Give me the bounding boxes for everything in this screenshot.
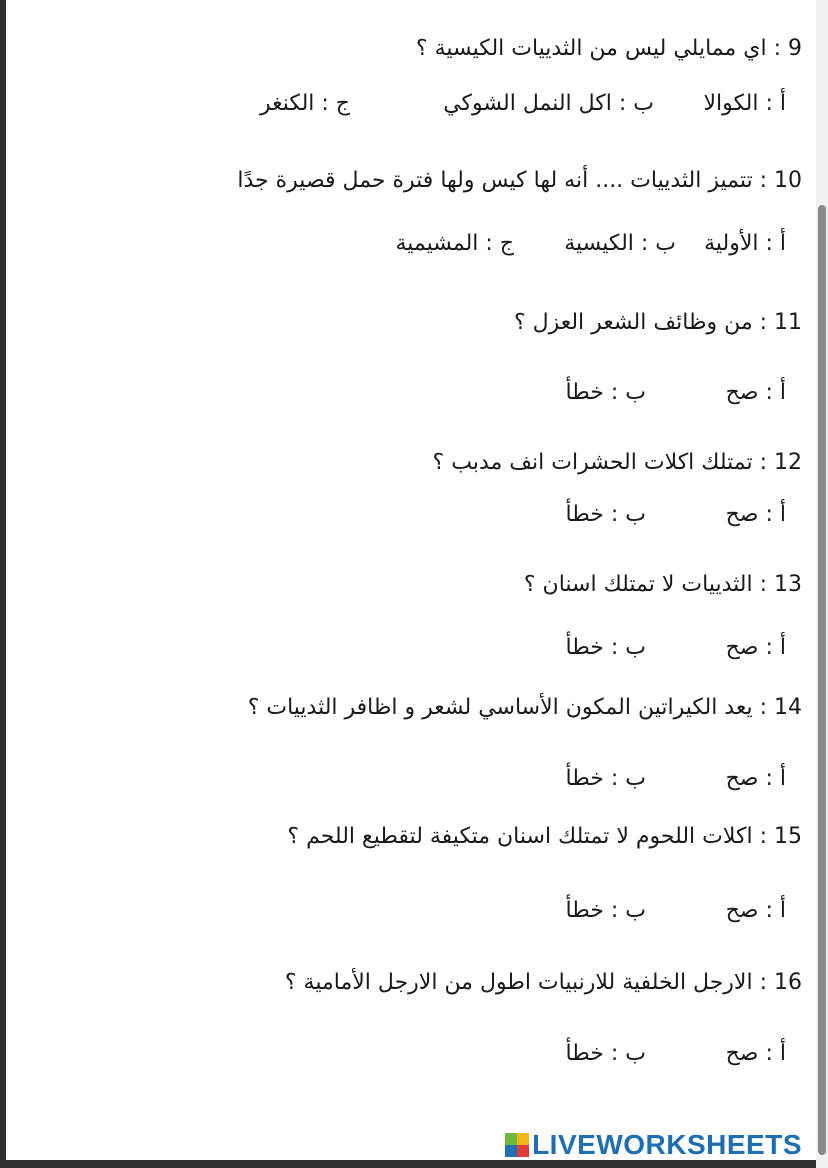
q15-option-b[interactable]: ب : خطأ <box>565 898 646 923</box>
question-16: 16 : الارجل الخلفية للارنبيات اطول من الارجل الأمامية ؟ <box>284 970 802 995</box>
q16-option-b[interactable]: ب : خطأ <box>565 1041 646 1066</box>
q12-option-b[interactable]: ب : خطأ <box>565 502 646 527</box>
q9-option-a[interactable]: أ : الكوالا <box>703 91 786 116</box>
q10-option-a[interactable]: أ : الأولية <box>704 231 786 256</box>
question-10: 10 : تتميز الثدييات .... أنه لها كيس ولها فترة حمل قصيرة جدًا <box>237 168 802 193</box>
question-12: 12 : تمتلك اكلات الحشرات انف مدبب ؟ <box>432 450 802 475</box>
q11-option-b[interactable]: ب : خطأ <box>565 380 646 405</box>
scrollbar-thumb[interactable] <box>818 205 826 1155</box>
question-11: 11 : من وظائف الشعر العزل ؟ <box>513 310 802 335</box>
q16-option-a[interactable]: أ : صح <box>725 1041 786 1066</box>
q13-option-b[interactable]: ب : خطأ <box>565 635 646 660</box>
q11-option-a[interactable]: أ : صح <box>725 380 786 405</box>
q15-option-a[interactable]: أ : صح <box>725 898 786 923</box>
q14-option-a[interactable]: أ : صح <box>725 766 786 791</box>
q12-option-a[interactable]: أ : صح <box>725 502 786 527</box>
worksheet-page <box>6 0 816 1160</box>
question-9: 9 : اي ممايلي ليس من الثدييات الكيسية ؟ <box>415 36 802 61</box>
brand-name: LIVEWORKSHEETS <box>532 1129 802 1160</box>
q9-option-b[interactable]: ب : اكل النمل الشوكي <box>443 91 654 116</box>
q10-option-c[interactable]: ج : المشيمية <box>395 231 514 256</box>
q13-option-a[interactable]: أ : صح <box>725 635 786 660</box>
q14-option-b[interactable]: ب : خطأ <box>565 766 646 791</box>
liveworksheets-logo[interactable] <box>505 1130 802 1160</box>
question-13: 13 : الثدييات لا تمتلك اسنان ؟ <box>523 572 802 597</box>
liveworksheets-logo-icon <box>505 1133 529 1157</box>
q9-option-c[interactable]: ج : الكنغر <box>260 91 350 116</box>
question-15: 15 : اكلات اللحوم لا تمتلك اسنان متكيفة لتقطيع اللحم ؟ <box>287 824 802 849</box>
q10-option-b[interactable]: ب : الكيسية <box>564 231 676 256</box>
question-14: 14 : يعد الكيراتين المكون الأساسي لشعر و اظافر الثدييات ؟ <box>247 695 802 720</box>
